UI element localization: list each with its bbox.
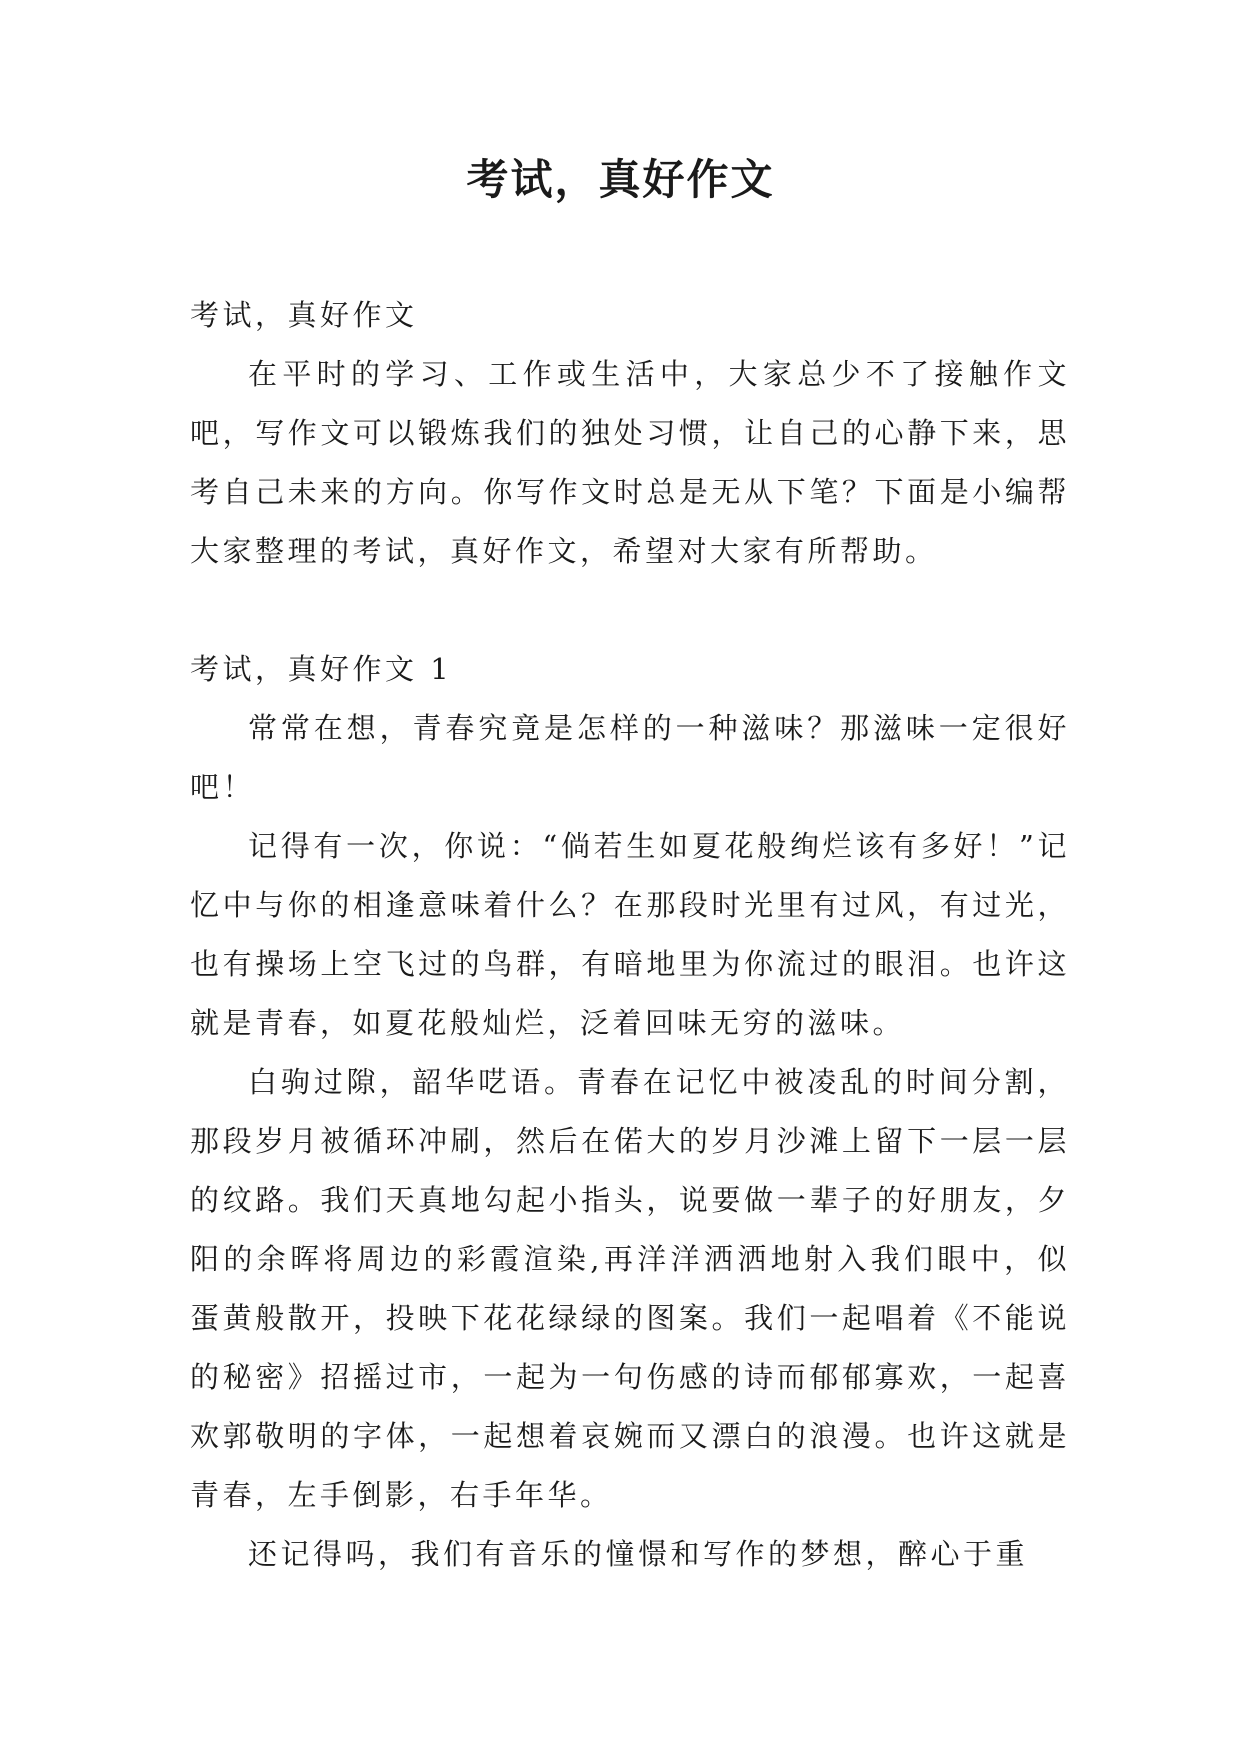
intro-paragraph: 在平时的学习、工作或生活中，大家总少不了接触作文吧，写作文可以锻炼我们的独处习惯，让自己的心静下来，思考自己未来的方向。你写作文时总是无从下笔？下面是小编帮大家整理的考试，真好作文，希望对大家有所帮助。 bbox=[190, 357, 1070, 568]
essay1-paragraph: 还记得吗，我们有音乐的憧憬和写作的梦想，醉心于重 bbox=[248, 1537, 1029, 1571]
section-spacer bbox=[190, 581, 1070, 640]
intro-heading: 考试，真好作文 bbox=[190, 298, 418, 332]
essay1-paragraph: 记得有一次，你说：“倘若生如夏花般绚烂该有多好！”记忆中与你的相逢意味着什么？在那段时光里有过风，有过光，也有操场上空飞过的鸟群，有暗地里为你流过的眼泪。也许这就是青春，如夏花般灿烂，泛着回味无穷的滋味。 bbox=[190, 829, 1070, 1040]
essay1-paragraph: 白驹过隙，韶华呓语。青春在记忆中被凌乱的时间分割，那段岁月被循环冲刷，然后在偌大的岁月沙滩上留下一层一层的纹路。我们天真地勾起小指头，说要做一辈子的好朋友，夕阳的余晖将周边的彩霞渲染,再洋洋洒洒地射入我们眼中，似蛋黄般散开，投映下花花绿绿的图案。我们一起唱着《不能说的秘密》招摇过市，一起为一句伤感的诗而郁郁寡欢，一起喜欢郭敬明的字体，一起想着哀婉而又漂白的浪漫。也许这就是青春，左手倒影，右手年华。 bbox=[190, 1065, 1070, 1512]
essay1-heading: 考试，真好作文 1 bbox=[190, 652, 453, 686]
document-body bbox=[190, 286, 1070, 1584]
document-title: 考试，真好作文 bbox=[466, 155, 775, 204]
essay1-paragraph: 常常在想，青春究竟是怎样的一种滋味？那滋味一定很好吧！ bbox=[190, 711, 1070, 804]
